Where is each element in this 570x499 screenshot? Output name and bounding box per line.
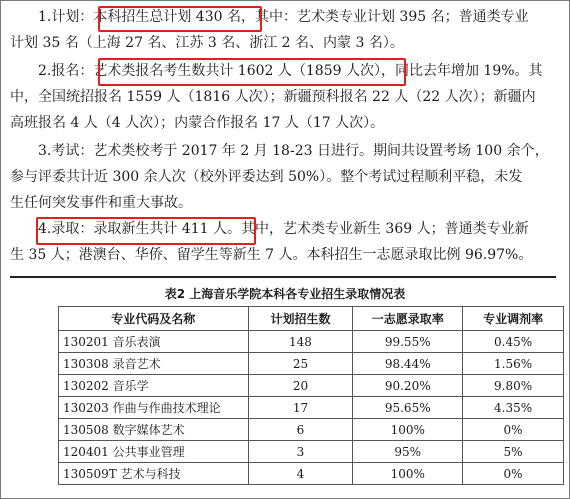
table-header-row [59,307,564,331]
header-first-choice-rate: 一志愿录取率 [353,307,463,331]
cell-first-choice-rate: 90.20% [353,375,463,397]
table-row [59,441,564,463]
cell-major: 130508 数字媒体艺术 [59,419,249,441]
table-row [59,397,564,419]
text-line: 生 35 人；港澳台、华侨、留学生等新生 7 人。本科招生一志愿录取比例 96.97%。 [10,247,533,263]
admission-table [58,306,564,485]
cell-plan: 20 [248,375,353,397]
cell-adjust-rate: 0% [463,419,564,441]
cell-adjust-rate: 1.56% [463,353,564,375]
cell-adjust-rate: 5% [463,441,564,463]
cell-plan: 17 [248,397,353,419]
table-row [59,375,564,397]
text-line: 1.计划：本科招生总计划 430 名，其中：艺术类专业计划 395 名；普通类专业 [38,9,529,25]
text-line: 4.录取：录取新生共计 411 人。其中，艺术类专业新生 369 人；普通类专业新 [38,221,529,237]
header-plan: 计划招生数 [248,307,353,331]
table-caption: 表2 上海音乐学院本科各专业招生录取情况表 [164,287,406,301]
cell-first-choice-rate: 100% [353,419,463,441]
header-major: 专业代码及名称 [59,307,249,331]
cell-major: 130202 音乐学 [59,375,249,397]
cell-first-choice-rate: 100% [353,463,463,485]
table-row [59,331,564,353]
cell-plan: 3 [248,441,353,463]
paragraph-plan [10,4,558,56]
text-line: 计划 35 名（上海 27 名、江苏 3 名、浙江 2 名、内蒙 3 名）。 [10,35,404,51]
paragraph-exam [10,138,558,216]
paragraph-registration [10,58,558,136]
cell-first-choice-rate: 99.55% [353,331,463,353]
text-line: 中，全国统招报名 1559 人（1816 人次）；新疆预科报名 22 人（22 人次）；新疆内 [10,89,536,105]
cell-plan: 148 [248,331,353,353]
header-adjust-rate: 专业调剂率 [463,307,564,331]
table-row [59,353,564,375]
cell-adjust-rate: 0.45% [463,331,564,353]
cell-major: 130509T 艺术与科技 [59,463,249,485]
cell-major: 130308 录音艺术 [59,353,249,375]
paragraph-admission [10,216,558,268]
table-row [59,419,564,441]
cell-major: 130203 作曲与作曲技术理论 [59,397,249,419]
cell-adjust-rate: 9.80% [463,375,564,397]
cell-major: 130201 音乐表演 [59,331,249,353]
table-row [59,463,564,485]
cell-first-choice-rate: 95% [353,441,463,463]
cell-plan: 25 [248,353,353,375]
cell-plan: 4 [248,463,353,485]
text-line: 生任何突发事件和重大事故。 [10,195,192,211]
cell-adjust-rate: 4.35% [463,397,564,419]
cell-adjust-rate: 0% [463,463,564,485]
cell-first-choice-rate: 95.65% [353,397,463,419]
cell-plan: 6 [248,419,353,441]
text-line: 3.考试：艺术类校考于 2017 年 2 月 18-23 日进行。期间共设置考场 100 余个， [38,143,549,159]
text-line: 高班报名 4 人（4 人次）；内蒙合作报名 17 人（17 人次）。 [10,115,385,131]
cell-major: 120401 公共事业管理 [59,441,249,463]
cell-first-choice-rate: 98.44% [353,353,463,375]
top-rule [10,276,556,278]
text-line: 参与评委共计近 300 余人次（校外评委达到 50%）。整个考试过程顺利平稳，未发 [10,169,523,185]
text-line: 2.报名：艺术类报名考生数共计 1602 人（1859 人次），同比去年增加 19%。其 [38,63,543,79]
